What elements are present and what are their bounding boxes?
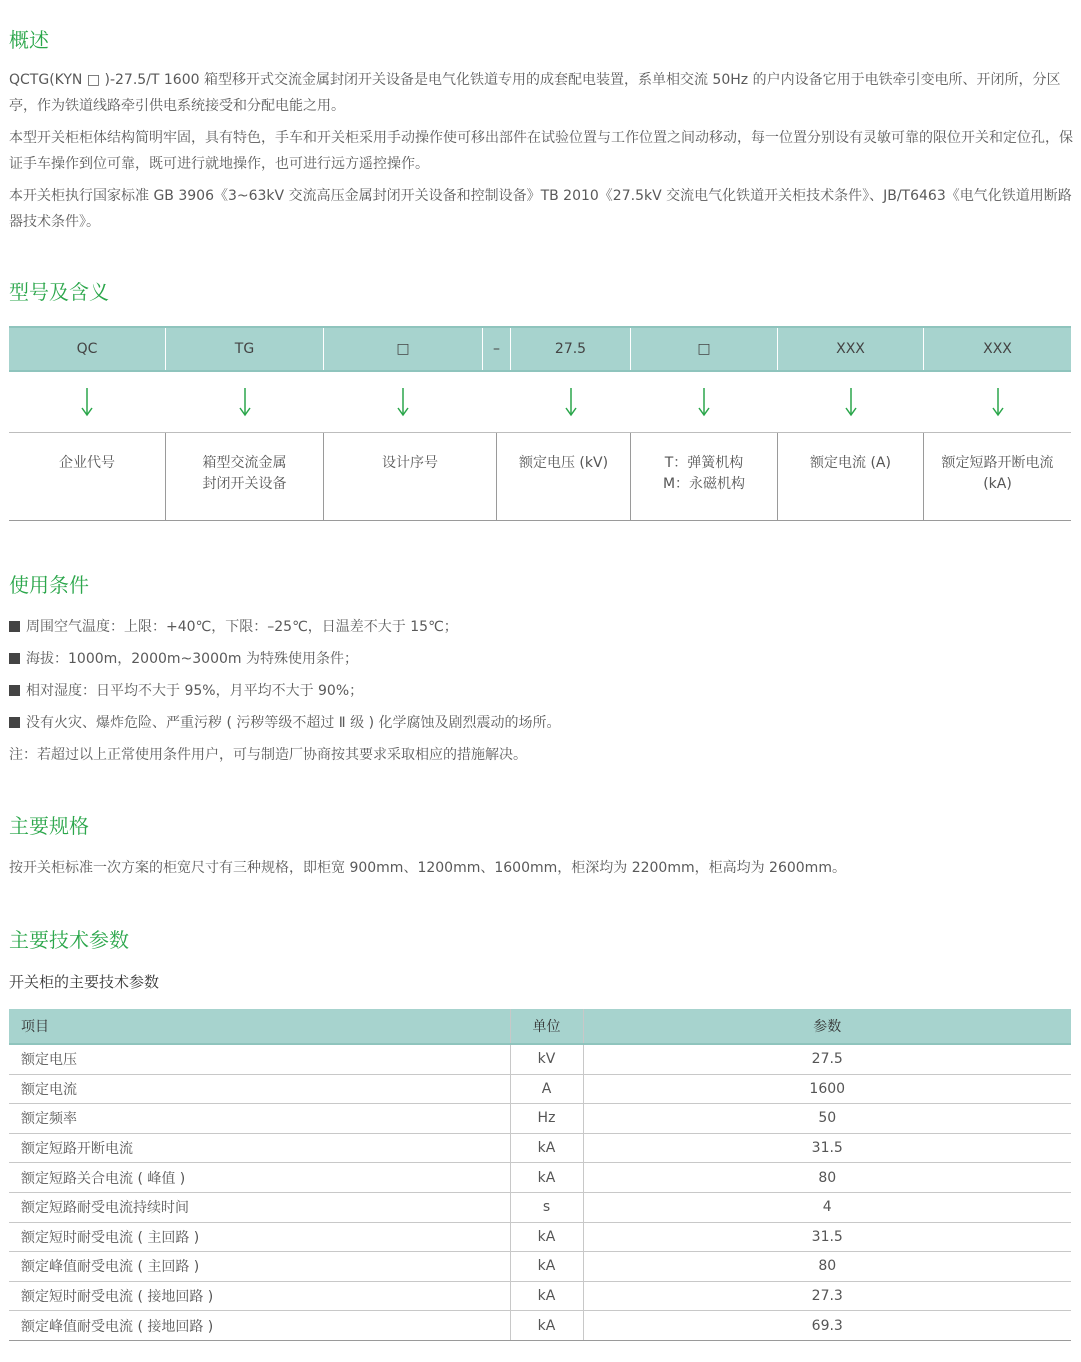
- down-arrow-icon: [233, 386, 257, 418]
- param-name: 额定短时耐受电流 ( 主回路 ): [9, 1222, 510, 1252]
- meaning-cell: [9, 433, 166, 520]
- param-name: 额定电流: [9, 1074, 510, 1104]
- bullet-square-icon: [9, 717, 20, 728]
- condition-item: [9, 617, 458, 637]
- param-value: 31.5: [583, 1222, 1071, 1252]
- overview-paragraph-3: 本开关柜执行国家标准 GB 3906《3~63kV 交流高压金属封闭开关设备和控制设备》TB 2010《27.5kV 交流电气化铁道开关柜技术条件》、JB/T6463《电气化铁道用断路器技术条件》。: [9, 188, 1072, 230]
- meaning-cell: [497, 433, 631, 520]
- param-name: 额定短路开断电流: [9, 1133, 510, 1163]
- param-unit: s: [510, 1192, 583, 1222]
- condition-item: [9, 649, 358, 669]
- model-meaning-row: [9, 432, 1071, 521]
- meaning-line: 额定电流 (A): [810, 455, 891, 471]
- table-row: [9, 1074, 1071, 1104]
- bullet-square-icon: [9, 621, 20, 632]
- meaning-cell: [166, 433, 324, 520]
- meaning-line: (kA): [983, 476, 1012, 492]
- meaning-line: M：永磁机构: [662, 476, 746, 492]
- param-value: 50: [583, 1104, 1071, 1134]
- condition-note: 注：若超过以上正常使用条件用户，可与制造厂协商按其要求采取相应的措施解决。: [9, 747, 527, 763]
- param-name: 额定峰值耐受电流 ( 接地回路 ): [9, 1311, 510, 1341]
- param-name: 额定电压: [9, 1044, 510, 1074]
- section-heading-params: 主要技术参数: [9, 928, 129, 952]
- table-row: [9, 1104, 1071, 1134]
- meaning-line: 企业代号: [59, 455, 115, 471]
- table-row: [9, 1281, 1071, 1311]
- meaning-line: 额定短路开断电流: [941, 455, 1054, 471]
- code-cell: QC: [9, 328, 166, 370]
- param-unit: kA: [510, 1281, 583, 1311]
- column-header: 项目: [9, 1009, 510, 1044]
- column-header: 单位: [510, 1009, 583, 1044]
- table-row: [9, 1311, 1071, 1341]
- column-header: 参数: [583, 1009, 1071, 1044]
- meaning-line: 封闭开关设备: [202, 476, 287, 492]
- section-heading-specs: 主要规格: [9, 814, 89, 838]
- section-heading-model: 型号及含义: [9, 280, 109, 304]
- param-value: 1600: [583, 1074, 1071, 1104]
- down-arrow-icon: [839, 386, 863, 418]
- meaning-cell: [924, 433, 1071, 520]
- bullet-square-icon: [9, 685, 20, 696]
- condition-text: 没有火灾、爆炸危险、严重污秽 ( 污秽等级不超过 Ⅱ 级 ) 化学腐蚀及剧烈震动的场所。: [26, 715, 561, 731]
- condition-item: [9, 713, 561, 733]
- param-value: 27.3: [583, 1281, 1071, 1311]
- param-unit: kV: [510, 1044, 583, 1074]
- code-cell: XXX: [983, 341, 1012, 357]
- model-code-row: [9, 326, 1071, 372]
- table-header-row: [9, 1009, 1071, 1044]
- param-value: 80: [583, 1252, 1071, 1282]
- meaning-cell: [324, 433, 497, 520]
- meaning-line: 设计序号: [382, 455, 438, 471]
- param-name: 额定频率: [9, 1104, 510, 1134]
- code-cell: TG: [166, 328, 324, 370]
- meaning-line: 额定电压 (kV): [518, 455, 609, 471]
- down-arrow-icon: [391, 386, 415, 418]
- table-row: [9, 1044, 1071, 1074]
- param-unit: Hz: [510, 1104, 583, 1134]
- down-arrow-icon: [559, 386, 583, 418]
- param-value: 27.5: [583, 1044, 1071, 1074]
- param-name: 额定峰值耐受电流 ( 主回路 ): [9, 1252, 510, 1282]
- param-value: 31.5: [583, 1133, 1071, 1163]
- code-cell: XXX: [778, 328, 924, 370]
- specs-text: 按开关柜标准一次方案的柜宽尺寸有三种规格，即柜宽 900mm、1200mm、1600mm，柜深均为 2200mm，柜高均为 2600mm。: [9, 860, 846, 876]
- table-row: [9, 1252, 1071, 1282]
- param-value: 80: [583, 1163, 1071, 1193]
- table-row: [9, 1133, 1071, 1163]
- code-cell: 27.5: [511, 328, 631, 370]
- param-name: 额定短时耐受电流 ( 接地回路 ): [9, 1281, 510, 1311]
- meaning-line: 箱型交流金属: [202, 455, 287, 471]
- condition-text: 海拔：1000m，2000m~3000m 为特殊使用条件；: [26, 651, 358, 667]
- code-cell: □: [324, 328, 483, 370]
- table-row: [9, 1222, 1071, 1252]
- condition-item: [9, 681, 363, 701]
- param-unit: kA: [510, 1222, 583, 1252]
- table-row: [9, 1192, 1071, 1222]
- down-arrow-icon: [692, 386, 716, 418]
- param-unit: kA: [510, 1133, 583, 1163]
- params-subtitle: 开关柜的主要技术参数: [9, 973, 160, 991]
- param-name: 额定短路关合电流 ( 峰值 ): [9, 1163, 510, 1193]
- param-unit: A: [510, 1074, 583, 1104]
- down-arrow-icon: [75, 386, 99, 418]
- overview-paragraph-1: QCTG(KYN □ )-27.5/T 1600 箱型移开式交流金属封闭开关设备是电气化铁道专用的成套配电装置，系单相交流 50Hz 的户内设备它用于电铁牵引变电所、开闭所，分区亭，作为铁道线路牵引供电系统接受和分配电能之用。: [9, 72, 1061, 114]
- param-value: 69.3: [583, 1311, 1071, 1341]
- section-heading-overview: 概述: [9, 28, 49, 52]
- param-unit: kA: [510, 1311, 583, 1341]
- down-arrow-icon: [986, 386, 1010, 418]
- meaning-line: T：弹簧机构: [664, 455, 744, 471]
- params-table: [9, 1009, 1071, 1341]
- table-row: [9, 1163, 1071, 1193]
- meaning-cell: [778, 433, 924, 520]
- overview-paragraph-2: 本型开关柜柜体结构简明牢固，具有特色，手车和开关柜采用手动操作使可移出部件在试验位置与工作位置之间动移动，每一位置分别设有灵敏可靠的限位开关和定位孔，保证手车操作到位可靠，既可进行就地操作，也可进行远方遥控操作。: [9, 130, 1073, 172]
- param-name: 额定短路耐受电流持续时间: [9, 1192, 510, 1222]
- condition-text: 相对湿度：日平均不大于 95%，月平均不大于 90%；: [26, 683, 364, 699]
- param-unit: kA: [510, 1163, 583, 1193]
- section-heading-conditions: 使用条件: [9, 573, 89, 597]
- code-cell: □: [631, 328, 778, 370]
- meaning-cell: [631, 433, 778, 520]
- bullet-square-icon: [9, 653, 20, 664]
- code-dash: –: [483, 328, 511, 370]
- param-unit: kA: [510, 1252, 583, 1282]
- condition-text: 周围空气温度：上限：+40℃，下限：–25℃，日温差不大于 15℃；: [26, 619, 458, 635]
- param-value: 4: [583, 1192, 1071, 1222]
